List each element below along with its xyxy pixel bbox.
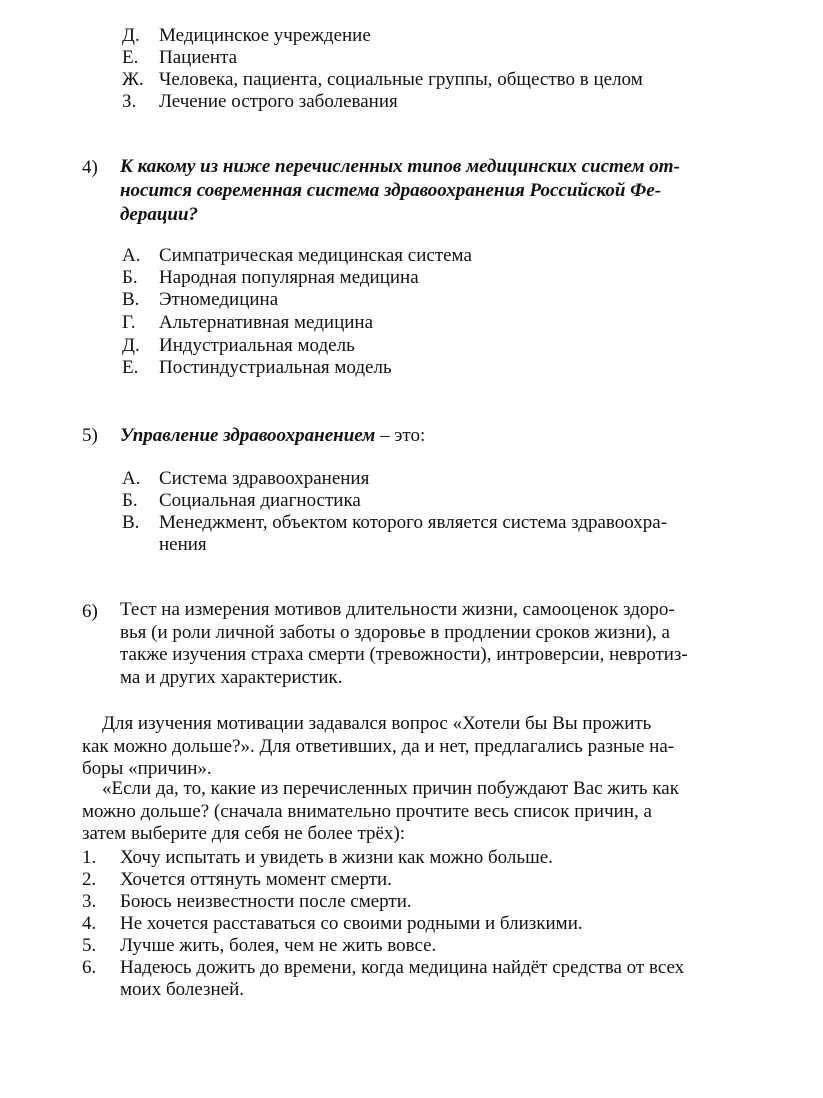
question-6-number: 6) (82, 601, 98, 622)
reason-number: 5. (82, 935, 97, 956)
option-text: Пациента (159, 47, 238, 68)
question-5-title: Управление здравоохранением (120, 425, 376, 446)
reason-text: Надеюсь дожить до времени, когда медицина найдёт средства от всех (120, 957, 685, 978)
question-4-number: 4) (82, 157, 98, 178)
reason-text: Лучше жить, болея, чем не жить вовсе. (120, 935, 437, 956)
paragraph-line: затем выберите для себя не более трёх): (82, 823, 406, 844)
paragraph-line: Для изучения мотивации задавался вопрос «Хотели бы Вы прожить (102, 713, 652, 734)
option-text: Социальная диагностика (159, 490, 361, 511)
question-5-text (120, 424, 425, 448)
reason-number: 3. (82, 891, 97, 912)
motivation-paragraph (82, 713, 744, 781)
option-text: Система здравоохранения (159, 468, 370, 489)
reason-text: Хочется оттянуть момент смерти. (120, 869, 392, 890)
question-6-text (120, 599, 744, 689)
option-text: Этномедицина (159, 289, 279, 310)
question-5-suffix: – это: (375, 425, 426, 446)
paragraph-line: «Если да, то, какие из перечисленных причин побуждают Вас жить как (102, 778, 679, 799)
option-text: Медицинское учреждение (159, 25, 371, 46)
question-4-line3: дерации? (120, 204, 199, 225)
reason-text: Боюсь неизвестности после смерти. (120, 891, 412, 912)
question-6-line: вья (и роли личной заботы о здоровье в продлении сроков жизни), а (120, 621, 670, 643)
option-text: Лечение острого заболевания (159, 91, 398, 112)
q5-option-v-continuation: нения (159, 534, 207, 555)
option-letter: Д. (122, 335, 140, 356)
reason-number: 1. (82, 847, 97, 868)
question-6-line: ма и других характеристик. (120, 666, 343, 688)
option-text: Постиндустриальная модель (159, 357, 392, 378)
option-letter: Б. (122, 490, 138, 511)
option-text: Индустриальная модель (159, 335, 355, 356)
reason-number: 2. (82, 869, 97, 890)
option-letter: З. (122, 91, 137, 112)
reason-number: 6. (82, 957, 97, 978)
reason-text: Не хочется расставаться со своими родными и близкими. (120, 913, 583, 934)
question-4-text (120, 155, 760, 227)
option-letter: Ж. (122, 69, 144, 90)
question-6-line: Тест на измерения мотивов длительности жизни, самооценок здоро- (120, 599, 675, 620)
paragraph-line: боры «причин». (82, 758, 212, 779)
option-letter: А. (122, 245, 141, 266)
reason-number: 4. (82, 913, 97, 934)
option-text: Симпатрическая медицинская система (159, 245, 472, 266)
option-letter: В. (122, 512, 140, 533)
question-4-line1: К какому из ниже перечисленных типов медицинских систем от- (120, 156, 680, 177)
option-text: Человека, пациента, социальные группы, общество в целом (159, 69, 643, 90)
question-6-line: также изучения страха смерти (тревожности), интроверсии, невротиз- (120, 644, 688, 665)
option-text: Народная популярная медицина (159, 267, 419, 288)
option-letter: Е. (122, 47, 139, 68)
option-text: Альтернативная медицина (159, 312, 374, 333)
question-quote-paragraph (82, 778, 744, 846)
option-letter: Е. (122, 357, 139, 378)
paragraph-line: можно дольше? (сначала внимательно прочтите весь список причин, а (82, 800, 652, 822)
option-text: Менеджмент, объектом которого является система здравоохра- (159, 512, 668, 533)
option-letter: Б. (122, 267, 138, 288)
reason-continuation: моих болезней. (120, 979, 245, 1000)
option-letter: А. (122, 468, 141, 489)
paragraph-line: как можно дольше?». Для ответивших, да и нет, предлагались разные на- (82, 735, 675, 757)
question-5-number: 5) (82, 425, 98, 446)
option-letter: Г. (122, 312, 136, 333)
reason-text: Хочу испытать и увидеть в жизни как можно больше. (120, 847, 553, 868)
option-letter: Д. (122, 25, 140, 46)
option-letter: В. (122, 289, 140, 310)
question-4-line2: носится современная система здравоохранения Российской Фе- (120, 180, 662, 201)
